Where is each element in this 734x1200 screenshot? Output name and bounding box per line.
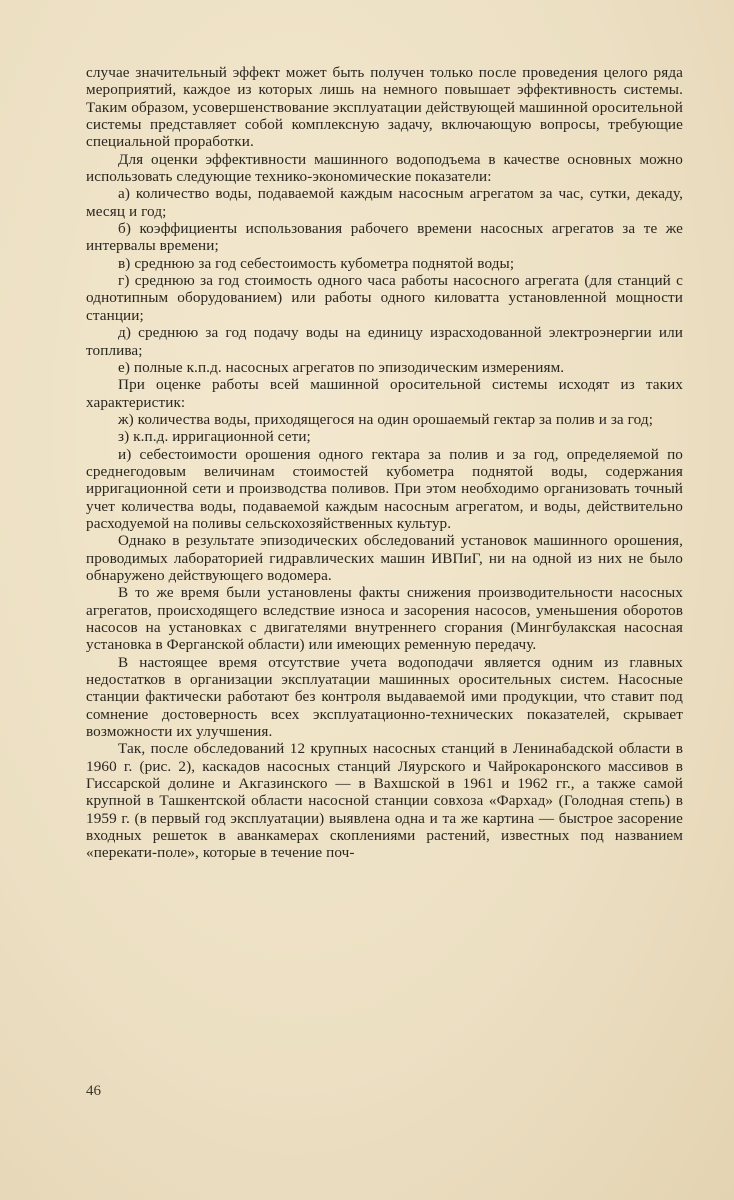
- paragraph-survey-results: Так, после обследований 12 крупных насосных станций в Ленинабадской области в 1960 г. (рис. 2), каскадов насосных станций Ляурского и Чайрокаронского массивов в Гиссарской долине и Акгазинского — в Вахшской в 1961 и 1962 гг., а также самой крупной в Ташкентской области насосной станции совхоза «Фархад» (Голодная степь) в 1959 г. (в первый год эксплуатации) выявлена одна и та же картина — быстрое засорение входных решеток в аванкамерах скоплениями растений, известных под названием «перекати-поле», которые в течение поч-: [86, 740, 683, 862]
- list-item-g: г) среднюю за год стоимость одного часа работы насосного агрегата (для станций с однотипным оборудованием) или работы одного киловатта установленной мощности станции;: [86, 272, 683, 324]
- list-item-d: д) среднюю за год подачу воды на единицу израсходованной электроэнергии или топлива;: [86, 324, 683, 359]
- list-item-z: з) к.п.д. ирригационной сети;: [118, 428, 311, 446]
- paragraph-intro: случае значительный эффект может быть получен только после проведения целого ряда мероприятий, каждое из которых лишь на немного повышает эффективность системы. Таким образом, усовершенствование эксплуатации действующей машинной оросительной системы представляет собой комплексную задачу, включающую вопросы, требующие специальной проработки.: [86, 64, 683, 151]
- list-item-a: а) количество воды, подаваемой каждым насосным агрегатом за час, сутки, декаду, месяц и год;: [86, 185, 683, 220]
- page-body: [86, 64, 683, 862]
- paragraph-no-accounting: В настоящее время отсутствие учета водоподачи является одним из главных недостатков в организации эксплуатации машинных оросительных систем. Насосные станции фактически работают без контроля выдаваемой ими продукции, что ставит под сомнение достоверность всех эксплуатационно-технических показателей, скрывает возможности их улучшения.: [86, 653, 683, 741]
- paragraph-surveys: Однако в результате эпизодических обследований установок машинного орошения, проводимых лабораторией гидравлических машин ИВПиГ, ни на одной из них не было обнаружено действующего водомера.: [86, 532, 683, 584]
- list-item-e: е) полные к.п.д. насосных агрегатов по эпизодическим измерениям.: [118, 358, 565, 376]
- list-item-v: в) среднюю за год себестоимость кубометра поднятой воды;: [118, 254, 515, 272]
- list-item-zh: ж) количества воды, приходящегося на один орошаемый гектар за полив и за год;: [118, 410, 654, 428]
- list-item-b: б) коэффициенты использования рабочего времени насосных агрегатов за те же интервалы времени;: [86, 220, 683, 255]
- paragraph-performance-decline: В то же время были установлены факты снижения производительности насосных агрегатов, происходящего вследствие износа и засорения насосов, уменьшения оборотов насосов на установках с двигателями внутреннего сгорания (Мингбулакская насосная установка в Ферганской области) или имеющих ременную передачу.: [86, 584, 683, 654]
- page-number: 46: [86, 1083, 101, 1099]
- paragraph-system-intro: При оценке работы всей машинной оросительной системы исходят из таких характеристик:: [86, 376, 683, 411]
- list-item-i: и) себестоимости орошения одного гектара за полив и за год, определяемой по среднегодовым величинам стоимостей кубометра поднятой воды, содержания ирригационной сети и производства поливов. При этом необходимо организовать точный учет количества воды, подаваемой каждым насосным агрегатом, и воды, действительно расходуемой на поливы сельскохозяйственных культур.: [86, 445, 683, 532]
- paragraph-indicators-intro: Для оценки эффективности машинного водоподъема в качестве основных можно использовать следующие технико-экономические показатели:: [86, 150, 683, 186]
